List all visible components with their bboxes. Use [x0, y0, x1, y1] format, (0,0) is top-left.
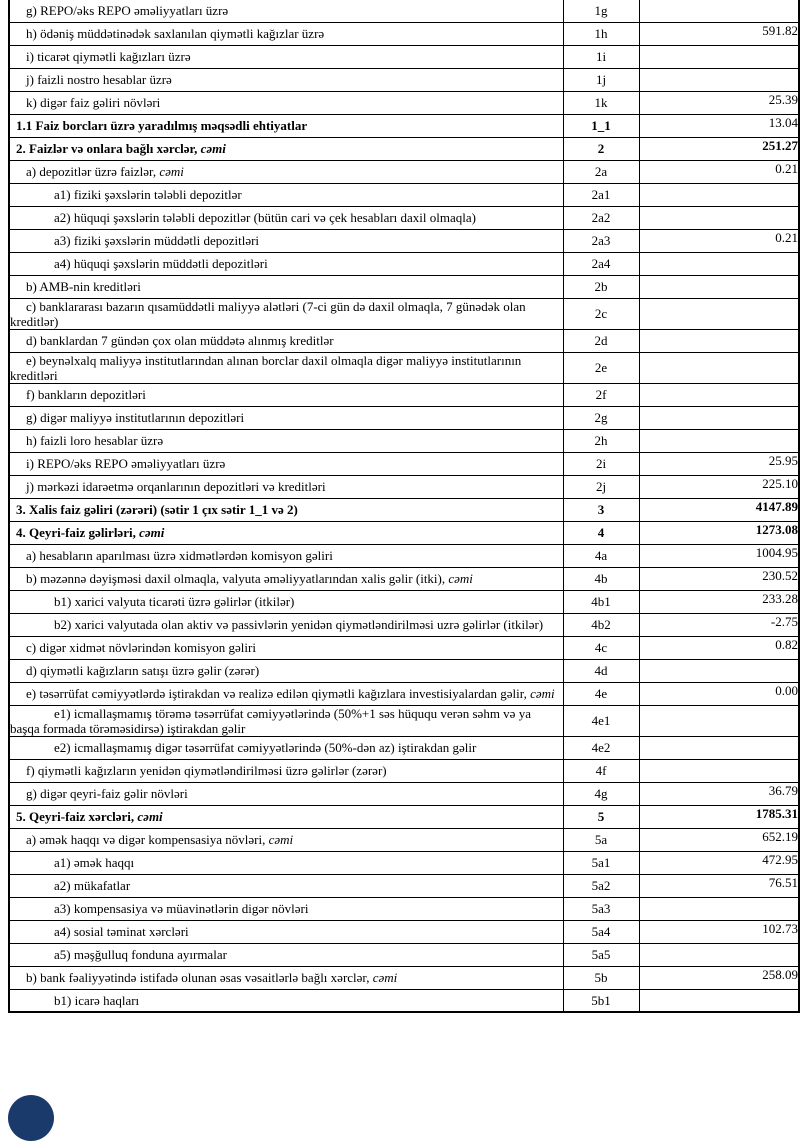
row-label-text: a1) fiziki şəxslərin tələbli depozitlər: [54, 187, 242, 202]
table-row: [9, 521, 799, 544]
row-label-text: c) banklararası bazarın qısamüddətli maliyyə alətləri (7-ci gün də daxil olmaqla, 7 günədək olan kreditlər): [10, 298, 526, 329]
row-value: [639, 943, 799, 966]
row-label: [9, 183, 563, 206]
row-value: [639, 989, 799, 1012]
row-label-text: b) AMB-nin kreditləri: [26, 279, 141, 294]
row-label-text: 1.1 Faiz borcları üzrə yaradılmış məqsədli ehtiyatlar: [16, 118, 308, 133]
row-code: 2a: [563, 160, 639, 183]
row-code: 1g: [563, 0, 639, 22]
row-label-text: i) ticarət qiymətli kağızları üzrə: [26, 49, 191, 64]
row-code: 2e: [563, 352, 639, 383]
row-label-text: 4. Qeyri-faiz gəlirləri,: [16, 525, 136, 540]
row-label-text: a) depozitlər üzrə faizlər,: [26, 164, 157, 179]
row-code: 4a: [563, 544, 639, 567]
row-code: 5: [563, 805, 639, 828]
row-value: 251.27: [639, 137, 799, 160]
row-value: [639, 275, 799, 298]
row-code: 1k: [563, 91, 639, 114]
row-label: [9, 874, 563, 897]
row-code: 4b2: [563, 613, 639, 636]
row-label-text: a3) fiziki şəxslərin müddətli depozitləri: [54, 233, 260, 248]
row-label-text: d) banklardan 7 gündən çox olan müddətə alınmış kreditlər: [26, 333, 334, 348]
row-value: [639, 736, 799, 759]
row-value: [639, 45, 799, 68]
row-label-text: c) digər xidmət növlərindən komisyon gəliri: [26, 640, 256, 655]
row-label-italic-suffix: cəmi: [135, 525, 165, 540]
row-label: [9, 943, 563, 966]
row-label: [9, 452, 563, 475]
table-row: [9, 782, 799, 805]
table-row: [9, 160, 799, 183]
row-label-text: h) faizli loro hesablar üzrə: [26, 433, 164, 448]
table-row: [9, 383, 799, 406]
row-code: 4f: [563, 759, 639, 782]
row-label: [9, 45, 563, 68]
row-label: [9, 137, 563, 160]
row-value: [639, 206, 799, 229]
table-row: [9, 498, 799, 521]
row-value: [639, 298, 799, 329]
financial-table-body: [9, 0, 799, 1012]
row-value: [639, 406, 799, 429]
row-value: 652.19: [639, 828, 799, 851]
row-label: [9, 429, 563, 452]
table-row: [9, 544, 799, 567]
table-row: [9, 206, 799, 229]
row-label-text: e1) icmallaşmamış törəmə təsərrüfat cəmiyyətlərində (50%+1 səs hüququ verən səhm və ya başqa formada törəməsidirsə) iştirakdan gəlir: [10, 705, 531, 736]
row-label: [9, 252, 563, 275]
row-label: [9, 613, 563, 636]
row-label: [9, 22, 563, 45]
row-label: [9, 521, 563, 544]
table-row: [9, 22, 799, 45]
row-label: [9, 567, 563, 590]
table-row: [9, 943, 799, 966]
row-code: 4b: [563, 567, 639, 590]
row-code: 4b1: [563, 590, 639, 613]
row-code: 5b: [563, 966, 639, 989]
row-code: 2c: [563, 298, 639, 329]
row-value: 102.73: [639, 920, 799, 943]
row-label-text: e) beynəlxalq maliyyə institutlarından alınan borclar daxil olmaqla digər maliyyə institutlarının kreditləri: [10, 352, 522, 383]
row-label: [9, 805, 563, 828]
row-value: 36.79: [639, 782, 799, 805]
row-label-text: a) əmək haqqı və digər kompensasiya növləri,: [26, 832, 266, 847]
row-label: [9, 275, 563, 298]
table-row: [9, 897, 799, 920]
row-label: [9, 590, 563, 613]
row-code: 3: [563, 498, 639, 521]
row-label-text: k) digər faiz gəliri növləri: [26, 95, 161, 110]
table-row: [9, 659, 799, 682]
row-label: [9, 383, 563, 406]
row-value: 230.52: [639, 567, 799, 590]
table-row: [9, 352, 799, 383]
row-value: [639, 705, 799, 736]
table-row: [9, 636, 799, 659]
row-code: 5a1: [563, 851, 639, 874]
table-row: [9, 705, 799, 736]
row-label-text: g) digər maliyyə institutlarının depozitləri: [26, 410, 245, 425]
row-value: [639, 0, 799, 22]
row-label-text: e) təsərrüfat cəmiyyətlərdə iştirakdan və realizə edilən qiymətli kağızlara investisiyalardan gəlir,: [26, 686, 527, 701]
row-code: 2h: [563, 429, 639, 452]
row-value: 4147.89: [639, 498, 799, 521]
row-label-text: h) ödəniş müddətinədək saxlanılan qiymətli kağızlar üzrə: [26, 26, 325, 41]
row-code: 4: [563, 521, 639, 544]
row-label: [9, 759, 563, 782]
table-row: [9, 828, 799, 851]
table-row: [9, 183, 799, 206]
table-row: [9, 298, 799, 329]
row-label-text: i) REPO/əks REPO əməliyyatları üzrə: [26, 456, 226, 471]
table-row: [9, 966, 799, 989]
row-value: 0.21: [639, 160, 799, 183]
row-label: [9, 966, 563, 989]
row-value: [639, 352, 799, 383]
row-code: 2a3: [563, 229, 639, 252]
row-code: 1_1: [563, 114, 639, 137]
row-label: [9, 352, 563, 383]
row-label-text: 3. Xalis faiz gəliri (zərəri) (sətir 1 çıx sətir 1_1 və 2): [16, 502, 298, 517]
row-label: [9, 782, 563, 805]
row-label: [9, 682, 563, 705]
row-value: 25.39: [639, 91, 799, 114]
row-label: [9, 828, 563, 851]
table-row: [9, 475, 799, 498]
row-label: [9, 736, 563, 759]
row-label-italic-suffix: cəmi: [526, 686, 555, 701]
row-code: 4e2: [563, 736, 639, 759]
table-row: [9, 989, 799, 1012]
row-label-text: 5. Qeyri-faiz xərcləri,: [16, 809, 135, 824]
row-label-italic-suffix: cəmi: [369, 970, 398, 985]
row-label-italic-suffix: cəmi: [134, 809, 163, 824]
row-label: [9, 206, 563, 229]
row-code: 4c: [563, 636, 639, 659]
row-code: 2a2: [563, 206, 639, 229]
table-row: [9, 68, 799, 91]
financial-statement-table: [8, 0, 800, 1013]
row-value: 13.04: [639, 114, 799, 137]
row-label-text: a1) əmək haqqı: [54, 855, 135, 870]
row-label: [9, 406, 563, 429]
row-code: 1h: [563, 22, 639, 45]
row-label: [9, 91, 563, 114]
row-label-text: b) bank fəaliyyətində istifadə olunan əsas vəsaitlərlə bağlı xərclər,: [26, 970, 370, 985]
row-code: 1j: [563, 68, 639, 91]
row-label-text: f) bankların depozitləri: [26, 387, 146, 402]
row-value: 1785.31: [639, 805, 799, 828]
table-row: [9, 452, 799, 475]
row-label: [9, 544, 563, 567]
table-row: [9, 874, 799, 897]
table-row: [9, 0, 799, 22]
row-code: 2f: [563, 383, 639, 406]
table-row: [9, 920, 799, 943]
row-label-text: b1) icarə haqları: [54, 992, 140, 1008]
row-value: [639, 252, 799, 275]
table-row: [9, 329, 799, 352]
row-code: 5a: [563, 828, 639, 851]
row-value: 25.95: [639, 452, 799, 475]
table-row: [9, 567, 799, 590]
row-label: [9, 705, 563, 736]
row-label: [9, 636, 563, 659]
row-value: 0.00: [639, 682, 799, 705]
row-code: 5b1: [563, 989, 639, 1012]
row-label: [9, 329, 563, 352]
row-label-italic-suffix: cəmi: [265, 832, 294, 847]
row-value: 591.82: [639, 22, 799, 45]
row-code: 2i: [563, 452, 639, 475]
row-label-text: d) qiymətli kağızların satışı üzrə gəlir (zərər): [26, 663, 260, 678]
row-label-text: b2) xarici valyutada olan aktiv və passivlərin yenidən qiymətləndirilməsi uzrə gəlirlər (itkilər): [54, 617, 544, 632]
row-label: [9, 659, 563, 682]
row-value: [639, 429, 799, 452]
row-label: [9, 114, 563, 137]
row-label-text: f) qiymətli kağızların yenidən qiymətləndirilməsi üzrə gəlirlər (zərər): [26, 763, 387, 778]
row-label-text: a2) hüquqi şəxslərin tələbli depozitlər (bütün cari və çek hesabları daxil olmaqla): [54, 210, 476, 225]
row-code: 2b: [563, 275, 639, 298]
table-row: [9, 851, 799, 874]
row-label: [9, 68, 563, 91]
table-row: [9, 590, 799, 613]
table-row: [9, 805, 799, 828]
table-row: [9, 613, 799, 636]
row-label-text: 2. Faizlər və onlara bağlı xərclər,: [16, 141, 198, 156]
row-code: 2j: [563, 475, 639, 498]
row-value: 0.21: [639, 229, 799, 252]
table-row: [9, 45, 799, 68]
row-label-text: a5) məşğulluq fonduna ayırmalar: [54, 947, 227, 962]
row-label-text: a) hesabların aparılması üzrə xidmətlərdən komisyon gəliri: [26, 548, 333, 563]
row-label-text: a3) kompensasiya və müavinətlərin digər növləri: [54, 901, 309, 916]
row-code: 5a4: [563, 920, 639, 943]
row-value: 0.82: [639, 636, 799, 659]
row-label-text: g) digər qeyri-faiz gəlir növləri: [26, 786, 188, 801]
row-value: [639, 897, 799, 920]
row-code: 2d: [563, 329, 639, 352]
row-code: 2g: [563, 406, 639, 429]
row-code: 5a5: [563, 943, 639, 966]
row-label: [9, 897, 563, 920]
row-label-text: b1) xarici valyuta ticarəti üzrə gəlirlər (itkilər): [54, 594, 295, 609]
row-code: 4e1: [563, 705, 639, 736]
row-value: 233.28: [639, 590, 799, 613]
table-row: [9, 429, 799, 452]
table-row: [9, 252, 799, 275]
row-value: -2.75: [639, 613, 799, 636]
row-label: [9, 298, 563, 329]
table-row: [9, 736, 799, 759]
table-row: [9, 114, 799, 137]
row-value: 258.09: [639, 966, 799, 989]
row-value: [639, 329, 799, 352]
row-value: [639, 759, 799, 782]
table-row: [9, 91, 799, 114]
table-row: [9, 682, 799, 705]
table-row: [9, 137, 799, 160]
row-label: [9, 989, 563, 1012]
row-code: 1i: [563, 45, 639, 68]
row-label-text: b) məzənnə dəyişməsi daxil olmaqla, valyuta əməliyyatlarından xalis gəlir (itki),: [26, 571, 446, 586]
row-value: 76.51: [639, 874, 799, 897]
row-label-text: a4) hüquqi şəxslərin müddətli depozitləri: [54, 256, 268, 271]
row-value: [639, 68, 799, 91]
row-code: 2a4: [563, 252, 639, 275]
row-code: 2: [563, 137, 639, 160]
row-label-text: j) mərkəzi idarəetmə orqanlarının depozitləri və kreditləri: [26, 479, 326, 494]
row-label-text: e2) icmallaşmamış digər təsərrüfat cəmiyyətlərində (50%-dən az) iştirakdan gəlir: [54, 740, 477, 755]
row-code: 2a1: [563, 183, 639, 206]
row-code: 4d: [563, 659, 639, 682]
row-label: [9, 498, 563, 521]
table-row: [9, 229, 799, 252]
row-value: [639, 183, 799, 206]
row-label-text: a4) sosial təminat xərcləri: [54, 924, 189, 939]
row-label-italic-suffix: cəmi: [445, 571, 473, 586]
row-value: 472.95: [639, 851, 799, 874]
row-label: [9, 160, 563, 183]
row-label-text: g) REPO/əks REPO əməliyyatları üzrə: [26, 3, 229, 19]
row-value: 225.10: [639, 475, 799, 498]
row-value: 1273.08: [639, 521, 799, 544]
row-label-text: j) faizli nostro hesablar üzrə: [26, 72, 172, 87]
row-label: [9, 920, 563, 943]
table-row: [9, 275, 799, 298]
row-label-italic-suffix: cəmi: [156, 164, 184, 179]
row-label: [9, 475, 563, 498]
row-value: 1004.95: [639, 544, 799, 567]
row-label-text: a2) mükafatlar: [54, 878, 131, 893]
row-label: [9, 0, 563, 22]
row-value: [639, 383, 799, 406]
row-label-italic-suffix: cəmi: [197, 141, 226, 156]
row-code: 5a2: [563, 874, 639, 897]
table-row: [9, 759, 799, 782]
row-code: 4e: [563, 682, 639, 705]
row-label: [9, 229, 563, 252]
row-code: 4g: [563, 782, 639, 805]
row-code: 5a3: [563, 897, 639, 920]
table-row: [9, 406, 799, 429]
row-value: [639, 659, 799, 682]
row-label: [9, 851, 563, 874]
